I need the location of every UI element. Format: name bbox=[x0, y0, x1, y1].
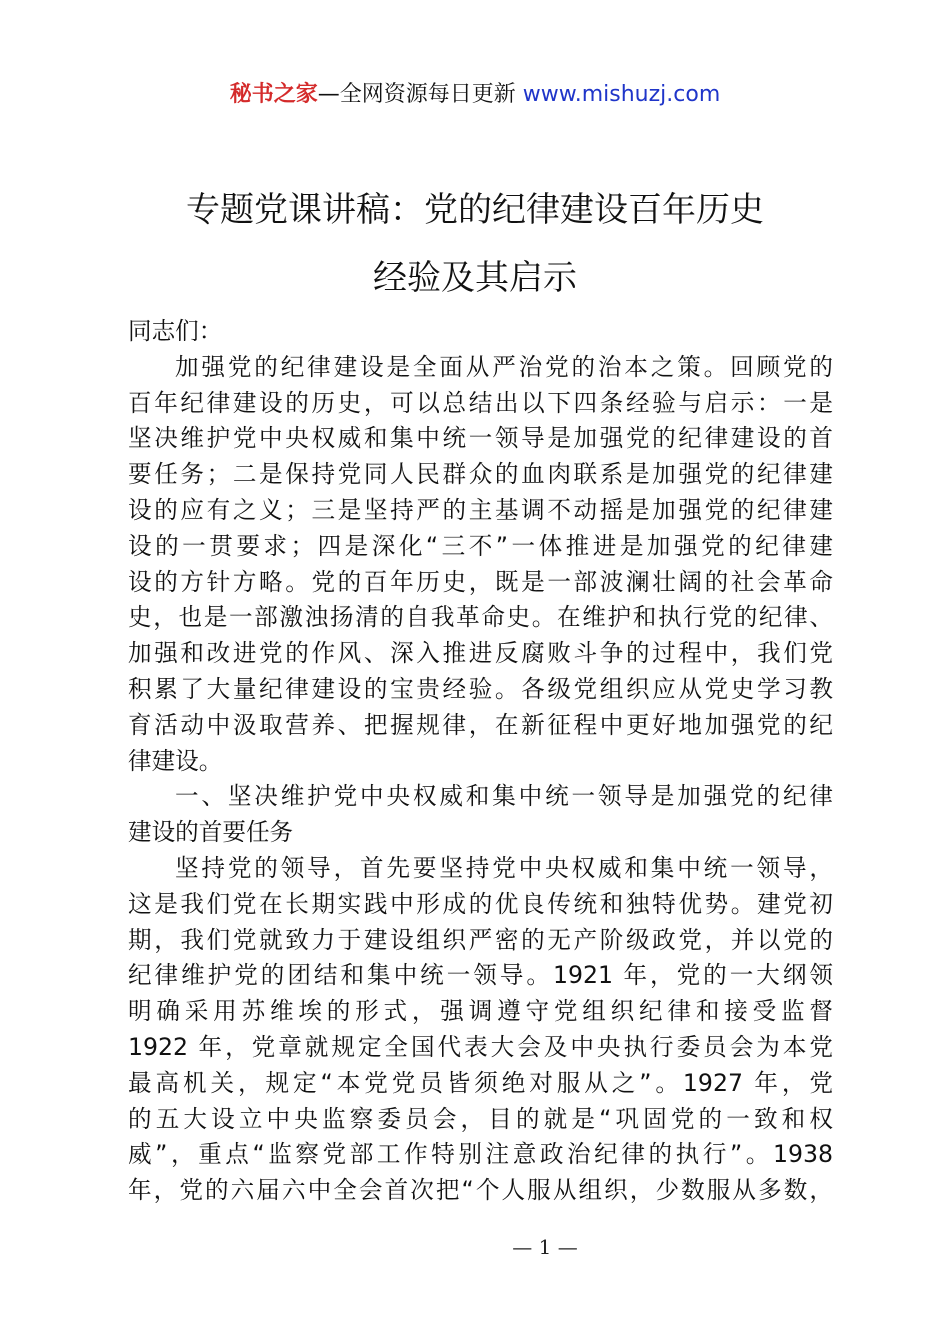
body-line: 设的方针方略。党的百年历史，既是一部波澜壮阔的社会革命 bbox=[128, 567, 833, 596]
body-line: 加强党的纪律建设是全面从严治党的治本之策。回顾党的 bbox=[175, 352, 833, 381]
body-line: 年，党的六届六中全会首次把“个人服从组织，少数服从多数， bbox=[128, 1176, 833, 1205]
site-url-link[interactable]: www.mishuzj.com bbox=[522, 82, 721, 107]
brand-name: 秘书之家 bbox=[229, 82, 318, 107]
body-line: 这是我们党在长期实践中形成的优良传统和独特优势。建党初 bbox=[128, 889, 833, 918]
header-tagline: —全网资源每日更新 bbox=[317, 82, 516, 107]
body-line: 设的应有之义；三是坚持严的主基调不动摇是加强党的纪律建 bbox=[128, 495, 833, 524]
document-title-line-1: 专题党课讲稿：党的纪律建设百年历史 bbox=[186, 190, 764, 230]
body-line: 威”，重点“监察党部工作特别注意政治纪律的执行”。1938 bbox=[128, 1140, 833, 1169]
page-number: — 1 — bbox=[512, 1235, 578, 1259]
body-line: 纪律维护党的团结和集中统一领导。1921 年，党的一大纲领 bbox=[128, 961, 833, 990]
body-line: 1922 年，党章就规定全国代表大会及中央执行委员会为本党 bbox=[128, 1032, 833, 1061]
body-line: 育活动中汲取营养、把握规律，在新征程中更好地加强党的纪 bbox=[128, 710, 833, 739]
body-line: 期，我们党就致力于建设组织严密的无产阶级政党，并以党的 bbox=[128, 925, 833, 954]
body-line: 积累了大量纪律建设的宝贵经验。各级党组织应从党史学习教 bbox=[128, 674, 833, 703]
body-line: 坚决维护党中央权威和集中统一领导是加强党的纪律建设的首 bbox=[128, 424, 833, 453]
body-line: 坚持党的领导，首先要坚持党中央权威和集中统一领导， bbox=[175, 853, 833, 882]
site-header bbox=[0, 78, 950, 112]
body-line: 加强和改进党的作风、深入推进反腐败斗争的过程中，我们党 bbox=[128, 639, 833, 668]
body-line: 的五大设立中央监察委员会，目的就是“巩固党的一致和权 bbox=[128, 1104, 833, 1133]
body-line: 百年纪律建设的历史，可以总结出以下四条经验与启示：一是 bbox=[128, 388, 833, 417]
section-heading: 建设的首要任务 bbox=[128, 818, 294, 847]
body-line: 要任务；二是保持党同人民群众的血肉联系是加强党的纪律建 bbox=[128, 460, 833, 489]
body-line: 史，也是一部激浊扬清的自我革命史。在维护和执行党的纪律、 bbox=[128, 603, 833, 632]
document-body bbox=[128, 314, 833, 1209]
body-line: 律建设。 bbox=[128, 746, 223, 775]
salutation: 同志们： bbox=[128, 317, 223, 345]
document-title-line-2: 经验及其启示 bbox=[373, 258, 577, 298]
body-line: 最高机关，规定“本党党员皆须绝对服从之”。1927 年，党 bbox=[128, 1068, 833, 1097]
body-line: 明确采用苏维埃的形式，强调遵守党组织纪律和接受监督 bbox=[128, 997, 833, 1026]
section-heading: 一、坚决维护党中央权威和集中统一领导是加强党的纪律 bbox=[175, 782, 833, 811]
body-line: 设的一贯要求；四是深化“三不”一体推进是加强党的纪律建 bbox=[128, 531, 833, 560]
